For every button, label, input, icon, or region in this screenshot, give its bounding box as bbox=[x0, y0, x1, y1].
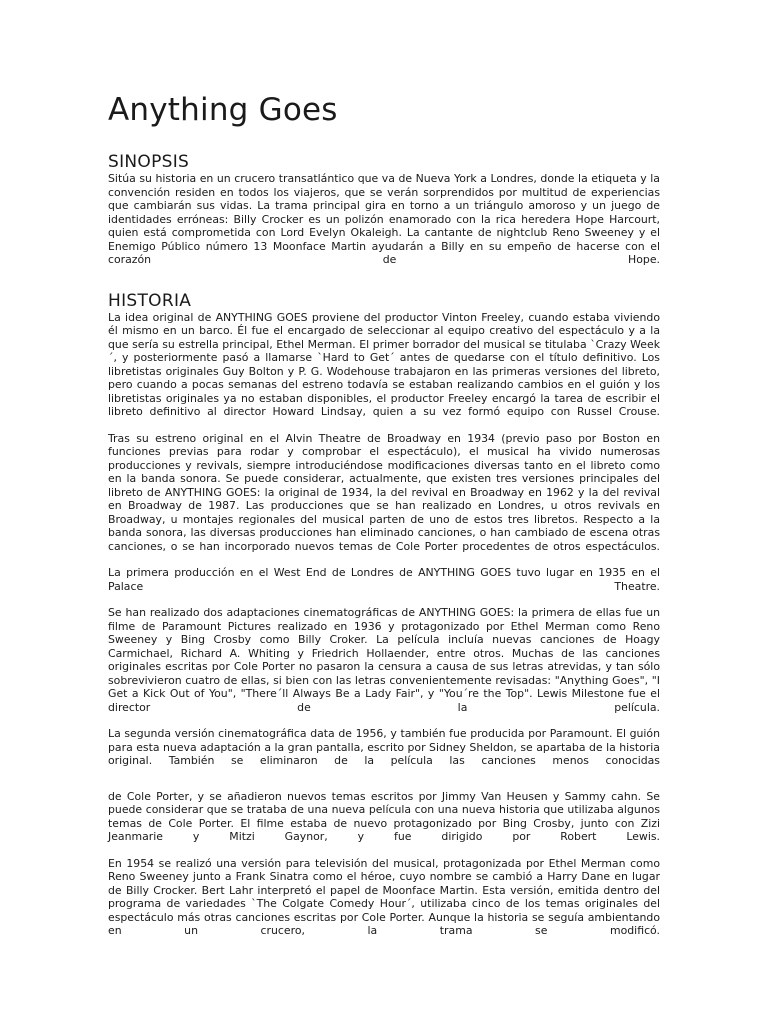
historia-paragraph-1: La idea original de ANYTHING GOES proviene del productor Vinton Freeley, cuando estaba viviendo él mismo en un barco. Él fue el encargado de seleccionar al equipo creativo del espectáculo y a la que sería su estrella principal, Ethel Merman. El primer borrador del musical se titulaba `Crazy Week´, y posteriormente pasó a llamarse `Hard to Get´ antes de quedarse con el título definitivo. Los libretistas originales Guy Bolton y P. G. Wodehouse trabajaron en las primeras versiones del libreto, pero cuando a pocas semanas del estreno todavía se estaban realizando cambios en el guión y los libretistas originales ya no estaban disponibles, el productor Freeley encargó la tarea de escribir el libreto definitivo al director Howard Lindsay, quien a su vez formó equipo con Russel Crouse. bbox=[108, 310, 660, 418]
document-page bbox=[108, 90, 660, 938]
historia-paragraph-5: La segunda versión cinematográfica data de 1956, y también fue producida por Paramount. El guión para esta nueva adaptación a la gran pantalla, escrito por Sidney Sheldon, se apartaba de la historia original. También se eliminaron de la película las canciones menos conocidas bbox=[108, 727, 660, 767]
historia-paragraph-3: La primera producción en el West End de Londres de ANYTHING GOES tuvo lugar en 1935 en el Palace Theatre. bbox=[108, 566, 660, 593]
historia-paragraph-6: de Cole Porter, y se añadieron nuevos temas escritos por Jimmy Van Heusen y Sammy cahn. Se puede considerar que se trataba de una nueva película con una nueva historia que utilizaba algunos temas de Cole Porter. El filme estaba de nuevo protagonizado por Bing Crosby, junto con Zizi Jeanmarie y Mitzi Gaynor, y fue dirigido por Robert Lewis. bbox=[108, 789, 660, 843]
section-heading-sinopsis: SINOPSIS bbox=[108, 152, 190, 172]
historia-paragraph-7: En 1954 se realizó una versión para televisión del musical, protagonizada por Ethel Merman como Reno Sweeney junto a Frank Sinatra como el héroe, cuyo nombre se cambió a Harry Dane en lugar de Billy Crocker. Bert Lahr interpretó el papel de Moonface Martin. Esta versión, emitida dentro del programa de variedades `The Colgate Comedy Hour´, utilizaba cinco de los temas originales del espectáculo más otras canciones escritas por Cole Porter. Aunque la historia se seguía ambientando en un crucero, la trama se modificó. bbox=[108, 856, 660, 937]
document-title: Anything Goes bbox=[108, 92, 338, 128]
sinopsis-paragraph: Sitúa su historia en un crucero transatlántico que va de Nueva York a Londres, donde la etiqueta y la convención residen en todos los viajeros, que se verán sorprendidos por multitud de experiencias que cambiarán sus vidas. La trama principal gira en torno a un triángulo amoroso y un juego de identidades erróneas: Billy Crocker es un polizón enamorado con la rica heredera Hope Harcourt, quien está comprometida con Lord Evelyn Okaleigh. La cantante de nightclub Reno Sweeney y el Enemigo Público número 13 Moonface Martin ayudarán a Billy en su empeño de hacerse con el corazón de Hope. bbox=[108, 172, 660, 266]
historia-paragraph-4: Se han realizado dos adaptaciones cinematográficas de ANYTHING GOES: la primera de ellas fue un filme de Paramount Pictures realizado en 1936 y protagonizado por Ethel Merman como Reno Sweeney y Bing Crosby como Billy Croker. La película incluía nuevas canciones de Hoagy Carmichael, Richard A. Whiting y Friedrich Hollaender, entre otros. Muchas de las canciones originales escritas por Cole Porter no pasaron la censura a causa de sus letras atrevidas, y tan sólo sobrevivieron cuatro de ellas, si bien con las letras convenientemente revisadas: "Anything Goes", "I Get a Kick Out of You", "There´ll Always Be a Lady Fair", y "You´re the Top". Lewis Milestone fue el director de la película. bbox=[108, 606, 660, 714]
historia-paragraph-2: Tras su estreno original en el Alvin Theatre de Broadway en 1934 (previo paso por Boston en funciones previas para rodar y comprobar el espectáculo), el musical ha vivido numerosas producciones y revivals, siempre introduciéndose modificaciones diversas tanto en el libreto como en la banda sonora. Se puede considerar, actualmente, que existen tres versiones principales del libreto de ANYTHING GOES: la original de 1934, la del revival en Broadway en 1962 y la del revival en Broadway de 1987. Las producciones que se han realizado en Londres, u otros revivals en Broadway, u montajes regionales del musical parten de uno de estos tres libretos. Respecto a la banda sonora, las diversas producciones han eliminado canciones, o han cambiado de escena otras canciones, o se han incorporado nuevos temas de Cole Porter procedentes de otros espectáculos. bbox=[108, 431, 660, 553]
section-heading-historia: HISTORIA bbox=[108, 290, 192, 311]
